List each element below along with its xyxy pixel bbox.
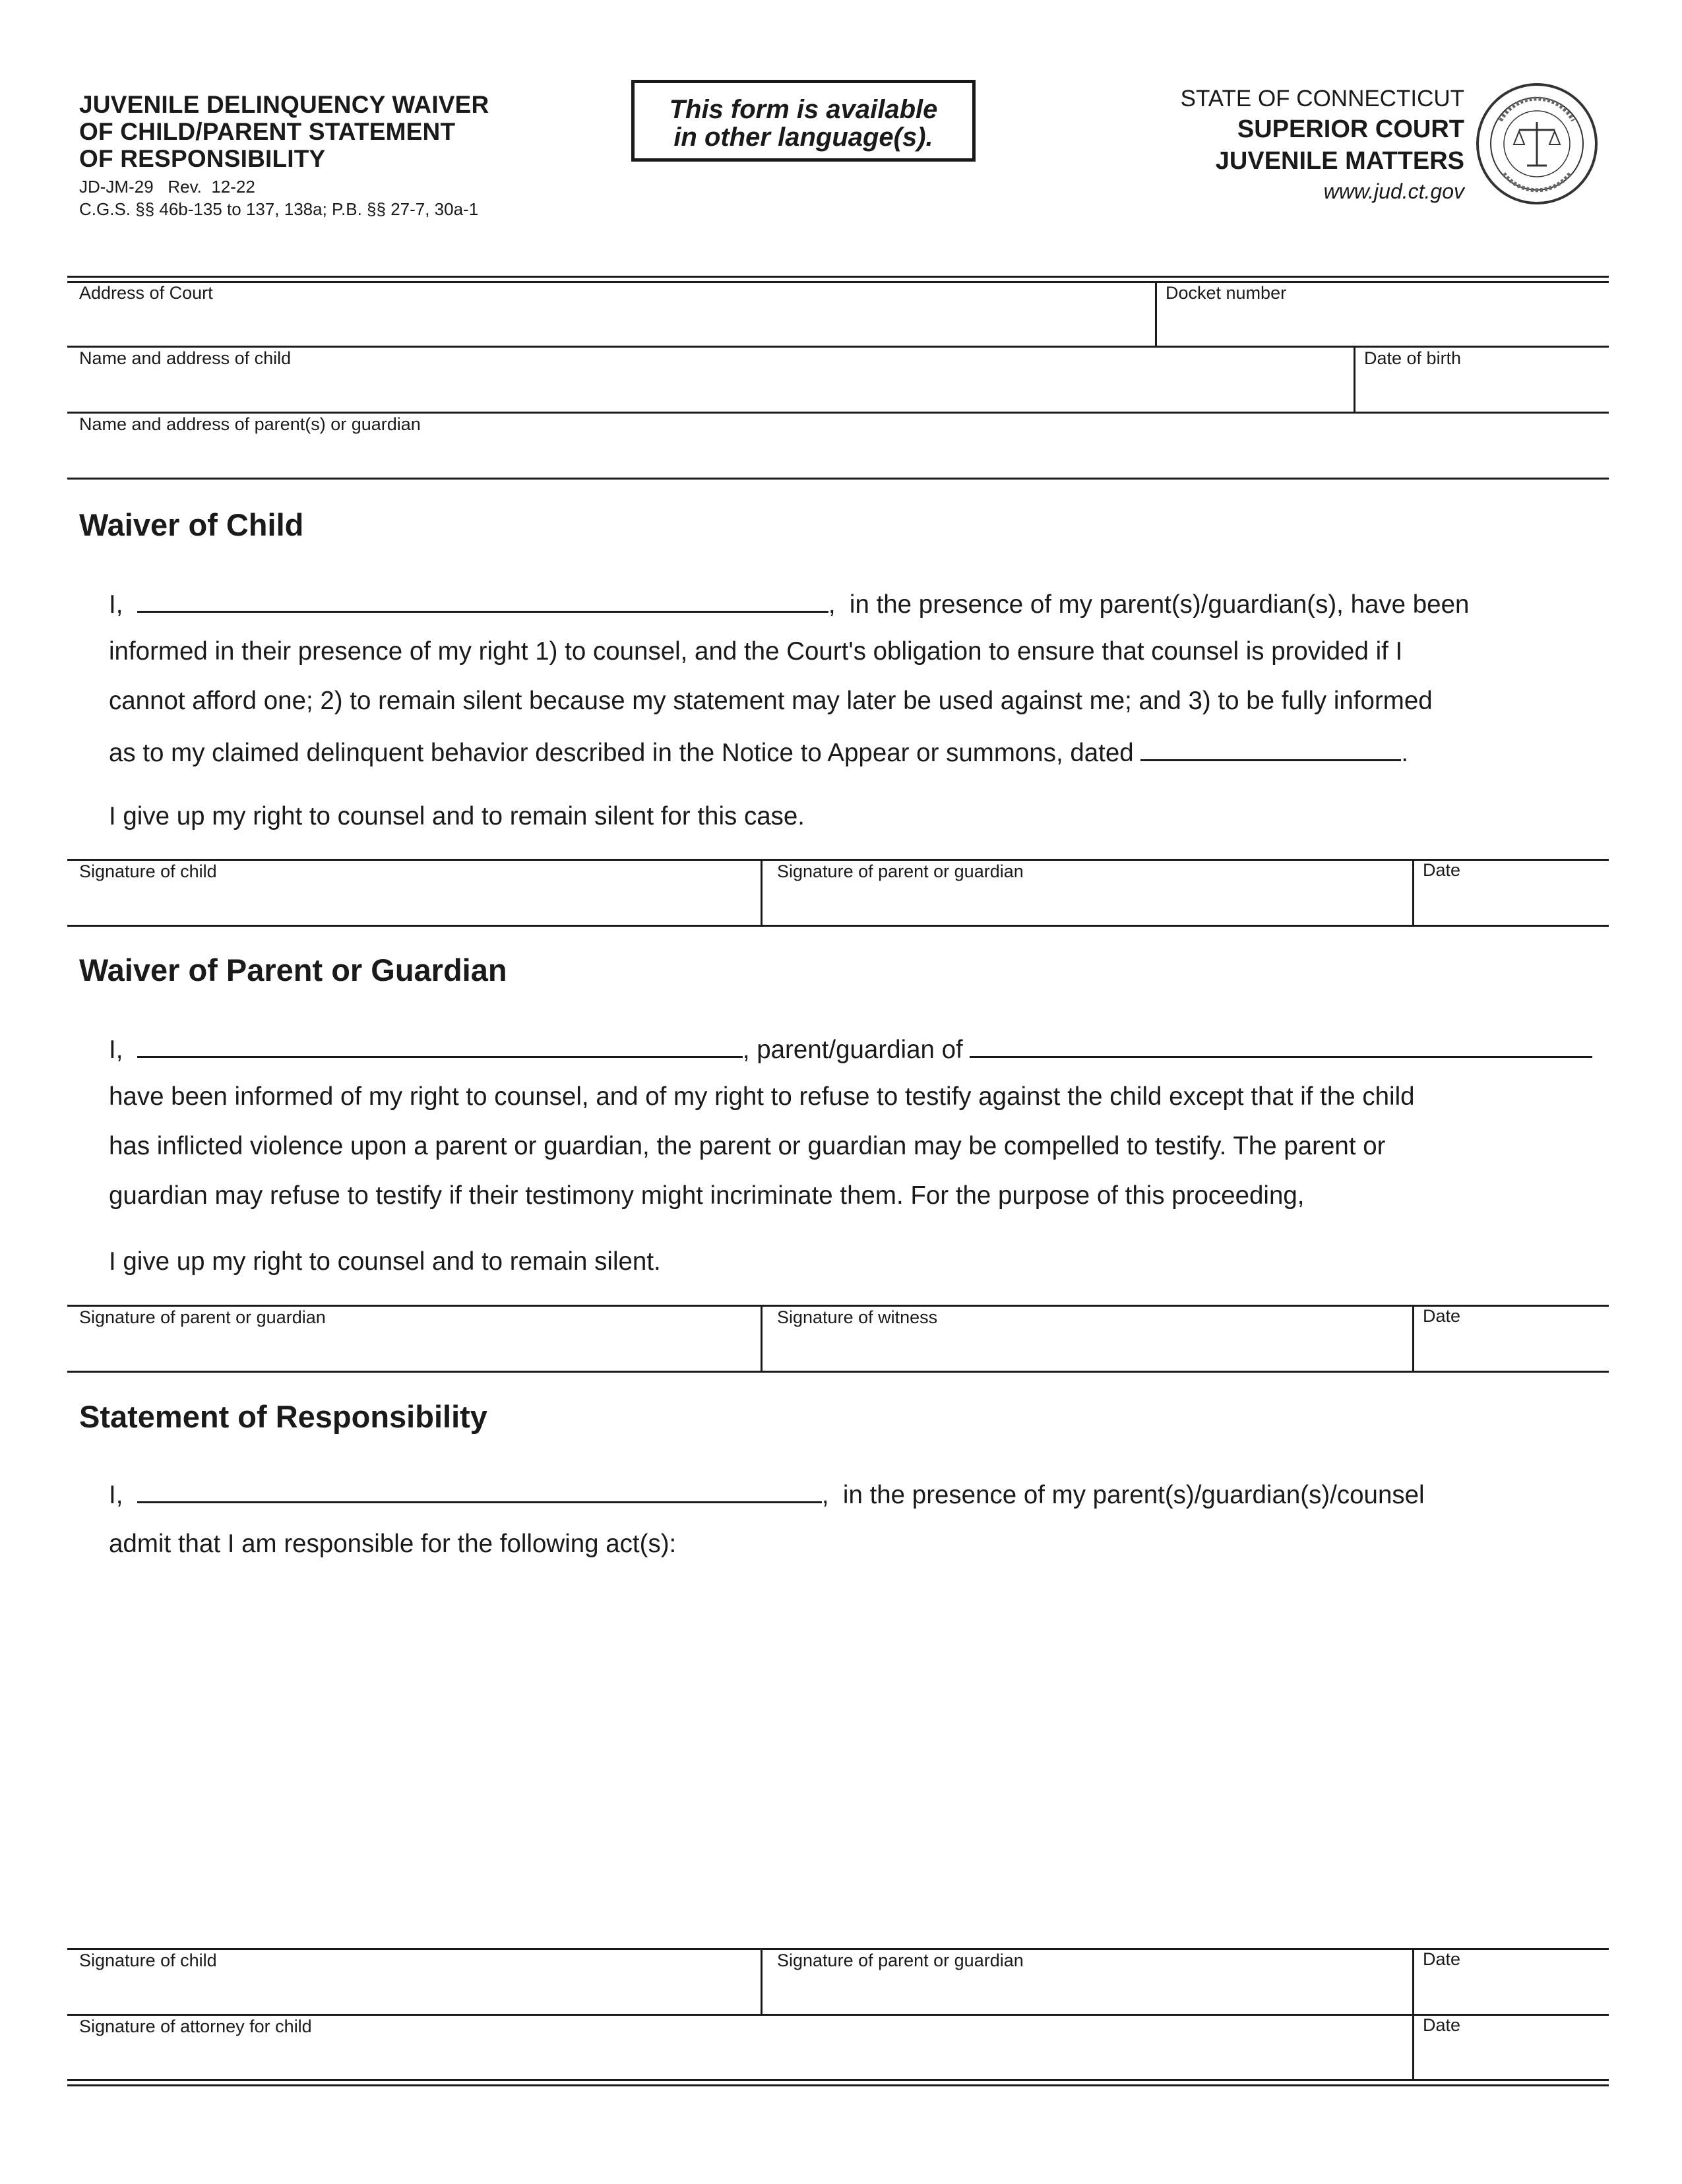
child-name-address-label: Name and address of child xyxy=(79,348,292,368)
divider xyxy=(1155,281,1157,346)
waiver-of-parent-heading: Waiver of Parent or Guardian xyxy=(79,952,507,987)
statement-name-blank[interactable] xyxy=(137,1478,822,1503)
language-notice-line-2: in other language(s). xyxy=(673,123,933,152)
divider xyxy=(1412,1305,1414,1371)
attorney-signature-label: Signature of attorney for child xyxy=(79,2016,312,2036)
division-name: JUVENILE MATTERS xyxy=(1215,147,1464,175)
divider xyxy=(1354,346,1355,412)
address-of-court-label: Address of Court xyxy=(79,283,213,303)
witness-signature-label: Signature of witness xyxy=(777,1307,938,1327)
parent-name-blank[interactable] xyxy=(137,1032,743,1058)
waiver-child-line-2: informed in their presence of my right 1) to counsel, and the Court's obligation to ensure that counsel is provided if I xyxy=(109,637,1403,666)
form-title-line-3: OF RESPONSIBILITY xyxy=(79,145,326,172)
form-title xyxy=(79,91,580,172)
parent-signature-label: Signature of parent or guardian xyxy=(79,1307,326,1327)
bottom-double-rule-2 xyxy=(67,2084,1609,2086)
text: as to my claimed delinquent behavior described in the Notice to Appear or summons, dated xyxy=(109,739,1134,767)
waiver-child-line-1 xyxy=(109,587,1469,620)
waiver-child-line-3: cannot afford one; 2) to remain silent because my statement may later be used against me; and 3) to be fully informed xyxy=(109,687,1433,715)
statutes: C.G.S. §§ 46b-135 to 137, 138a; P.B. §§ 27-7, 30a-1 xyxy=(79,199,479,219)
docket-number-label: Docket number xyxy=(1166,283,1287,303)
parent-signature-label: Signature of parent or guardian xyxy=(777,861,1024,881)
divider xyxy=(761,1305,763,1371)
summons-date-blank[interactable] xyxy=(1140,735,1401,761)
statement-line-1 xyxy=(109,1478,1425,1511)
language-notice[interactable] xyxy=(631,80,976,162)
top-double-rule-1 xyxy=(67,276,1609,278)
parent-name-address-label: Name and address of parent(s) or guardian xyxy=(79,414,421,434)
child-name-blank[interactable] xyxy=(137,587,828,613)
waiver-parent-line-1 xyxy=(109,1032,1592,1065)
bottom-double-rule-1 xyxy=(67,2079,1609,2081)
divider xyxy=(1412,859,1414,925)
waiver-parent-line-2: have been informed of my right to counsel, and of my right to refuse to testify against the child except that if the child xyxy=(109,1082,1415,1111)
waiver-of-child-heading: Waiver of Child xyxy=(79,507,304,542)
text: I, xyxy=(109,1481,123,1509)
waiver-parent-line-3: has inflicted violence upon a parent or guardian, the parent or guardian may be compelled to testify. The parent or xyxy=(109,1132,1386,1160)
text: . xyxy=(1401,739,1409,767)
text: , parent/guardian of xyxy=(742,1036,963,1064)
form-number: JD-JM-29 Rev. 12-22 xyxy=(79,177,255,197)
date-of-birth-label: Date of birth xyxy=(1364,348,1462,368)
date-label: Date xyxy=(1423,2015,1461,2035)
text: I, xyxy=(109,590,123,619)
text: I, xyxy=(109,1036,123,1064)
waiver-child-give-up: I give up my right to counsel and to remain silent for this case. xyxy=(109,802,805,830)
date-label: Date xyxy=(1423,1306,1461,1326)
court-name: SUPERIOR COURT xyxy=(1237,115,1464,143)
date-label: Date xyxy=(1423,1949,1461,1969)
language-notice-line-1: This form is available xyxy=(669,95,938,124)
rule xyxy=(67,478,1609,480)
rule xyxy=(67,1371,1609,1373)
court-block xyxy=(1029,84,1464,206)
statement-line-2: admit that I am responsible for the following act(s): xyxy=(109,1530,677,1558)
waiver-child-line-4 xyxy=(109,735,1408,768)
text: , in the presence of my parent(s)/guardian(s), have been xyxy=(828,590,1470,619)
waiver-parent-give-up: I give up my right to counsel and to remain silent. xyxy=(109,1247,661,1276)
form-title-line-1: JUVENILE DELINQUENCY WAIVER xyxy=(79,91,489,118)
statement-heading: Statement of Responsibility xyxy=(79,1399,487,1434)
rule xyxy=(67,925,1609,927)
top-double-rule-2 xyxy=(67,281,1609,283)
date-label: Date xyxy=(1423,860,1461,880)
acts-text-area[interactable] xyxy=(67,1570,1609,1939)
child-signature-label: Signature of child xyxy=(79,861,217,881)
state-name: STATE OF CONNECTICUT xyxy=(1180,86,1464,111)
text: , in the presence of my parent(s)/guardian(s)/counsel xyxy=(821,1481,1425,1509)
child-signature-label: Signature of child xyxy=(79,1950,217,1970)
waiver-parent-line-4: guardian may refuse to testify if their testimony might incriminate them. For the purpose of this proceeding, xyxy=(109,1181,1305,1210)
divider xyxy=(761,859,763,925)
divider xyxy=(761,1948,763,2014)
parent-signature-label: Signature of parent or guardian xyxy=(777,1950,1024,1970)
form-code-block xyxy=(79,175,478,220)
court-website[interactable]: www.jud.ct.gov xyxy=(1323,179,1464,203)
state-seal-icon xyxy=(1474,81,1600,206)
form-title-line-2: OF CHILD/PARENT STATEMENT xyxy=(79,118,456,145)
child-of-parent-blank[interactable] xyxy=(970,1032,1592,1058)
